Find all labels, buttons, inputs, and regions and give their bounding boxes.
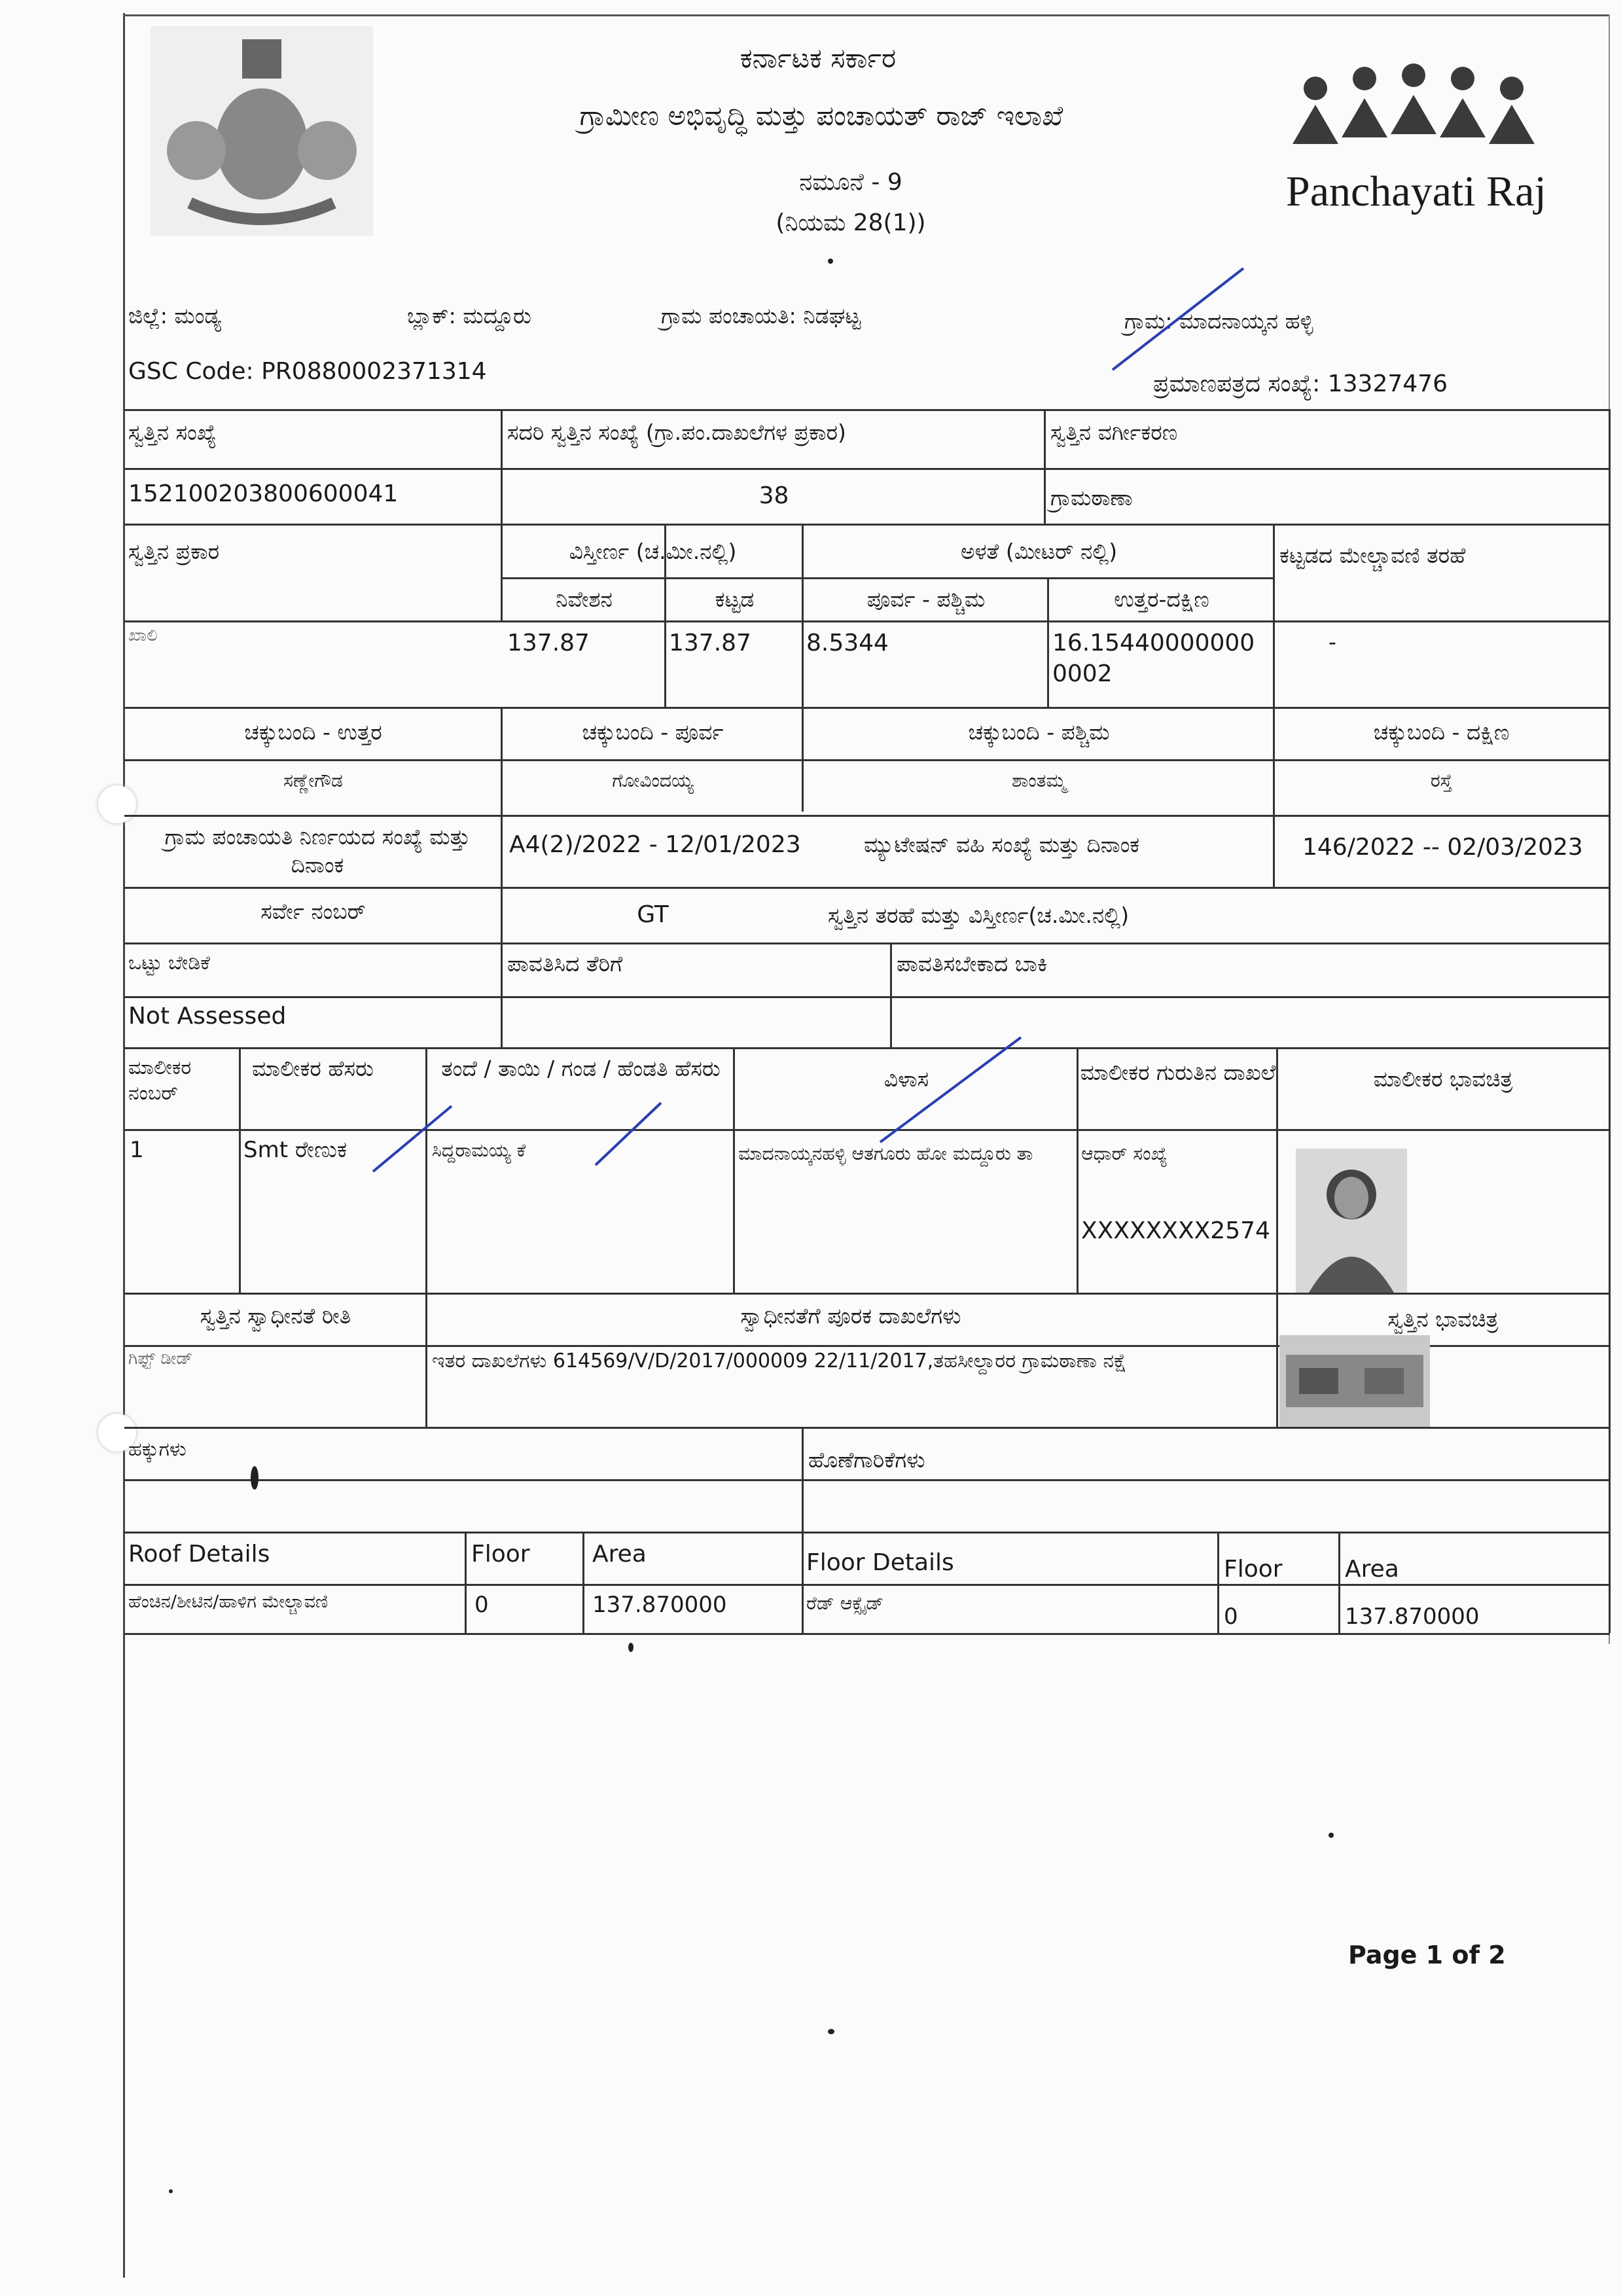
- roof-details-header: Roof Details: [128, 1541, 270, 1568]
- total-demand-header: ಒಟ್ಟು ಬೇಡಿಕೆ: [128, 952, 210, 975]
- floor-type: ರೆಡ್ ಆಕ್ಸೈಡ್: [806, 1592, 884, 1614]
- owner-name: Smt ರೇಣುಕ: [243, 1137, 348, 1163]
- owner-id-label: ಆಧಾರ್ ಸಂಖ್ಯೆ: [1081, 1143, 1168, 1164]
- property-number-header: ಸ್ವತ್ತಿನ ಸಂಖ್ಯೆ: [128, 420, 217, 445]
- sadari-number: 38: [758, 482, 789, 509]
- floor-floor-header: Floor: [1224, 1556, 1283, 1583]
- owner-photo-header: ಮಾಲೀಕರ ಭಾವಚಿತ್ರ: [1373, 1066, 1513, 1092]
- relation-name: ಸಿದ್ದರಾಮಯ್ಯ ಕೆ: [432, 1139, 526, 1161]
- property-photo-header: ಸ್ವತ್ತಿನ ಭಾವಚಿತ್ರ: [1387, 1306, 1499, 1332]
- rights-header: ಹಕ್ಕುಗಳು: [128, 1438, 187, 1461]
- roof-type-value: -: [1329, 629, 1336, 655]
- boundary-east-header: ಚಕ್ಕುಬಂದಿ - ಪೂರ್ವ: [582, 719, 724, 745]
- ownership-mode-value: ಗಿಫ್ಟ್ ಡೀಡ್: [128, 1349, 193, 1369]
- relation-header: ತಂದೆ / ತಾಯಿ / ಗಂಡ / ಹೆಂಡತಿ ಹೆಸರು: [441, 1056, 721, 1081]
- owner-number: 1: [130, 1137, 144, 1163]
- supporting-docs-value: ಇತರ ದಾಖಲೆಗಳು 614569/V/D/2017/000009 22/11/2017,ತಹಸೀಲ್ದಾರರ ಗ್ರಾಮಠಾಣಾ ನಕ್ಷೆ: [432, 1350, 1127, 1372]
- floor-floor: 0: [1224, 1604, 1238, 1630]
- address-header: ವಿಳಾಸ: [883, 1066, 929, 1092]
- north-south-length: 16.154400000000002: [1052, 630, 1255, 687]
- property-type: ಖಾಲಿ: [128, 626, 158, 645]
- roof-area: 137.870000: [592, 1592, 727, 1618]
- mutation-header: ಮ್ಯುಟೇಷನ್ ವಹಿ ಸಂಖ್ಯೆ ಮತ್ತು ದಿನಾಂಕ: [864, 832, 1140, 857]
- building-header: ಕಟ್ಟಡ: [715, 586, 755, 612]
- balance-header: ಪಾವತಿಸಬೇಕಾದ ಬಾಕಿ: [897, 951, 1048, 977]
- gov-title: ಕರ್ನಾಟಕ ಸರ್ಕಾರ: [740, 42, 897, 74]
- roof-type-header: ಕಟ್ಟಡದ ಮೇಲ್ಚಾವಣಿ ತರಹೆ: [1279, 543, 1466, 568]
- resolution-value: A4(2)/2022 - 12/01/2023: [509, 831, 801, 858]
- gram-panchayat: ಗ್ರಾಮ ಪಂಚಾಯತಿ: ನಿಡಘಟ್ಟ: [661, 303, 861, 329]
- district: ಜಿಲ್ಲೆ: ಮಂಡ್ಯ: [128, 303, 221, 329]
- survey-area-header: ಸ್ವತ್ತಿನ ತರಹೆ ಮತ್ತು ವಿಸ್ತೀರ್ಣ(ಚ.ಮೀ.ನಲ್ಲಿ): [828, 903, 1130, 928]
- department-title: ಗ್ರಾಮೀಣ ಅಭಿವೃದ್ಧಿ ಮತ್ತು ಪಂಚಾಯತ್ ರಾಜ್ ಇಲಾಖೆ: [579, 99, 1063, 132]
- boundary-west-header: ಚಕ್ಕುಬಂದಿ - ಪಶ್ಚಿಮ: [968, 719, 1110, 745]
- property-number: 152100203800600041: [128, 480, 399, 507]
- scan-speck: [828, 2029, 834, 2034]
- owner-id-header: ಮಾಲೀಕರ ಗುರುತಿನ ದಾಖಲೆ: [1080, 1060, 1276, 1085]
- block: ಬ್ಲಾಕ್: ಮದ್ದೂರು: [407, 303, 531, 329]
- scan-speck: [628, 1643, 633, 1652]
- resolution-header: ಗ್ರಾಮ ಪಂಚಾಯತಿ ನಿರ್ಣಯದ ಸಂಖ್ಯೆ ಮತ್ತು ದಿನಾಂಕ: [164, 824, 471, 878]
- floor-area-header: Area: [1345, 1556, 1399, 1583]
- panchayati-raj-logo-text: Panchayati Raj: [1286, 168, 1546, 215]
- owner-id-value: XXXXXXXX2574: [1081, 1217, 1270, 1244]
- east-west-length: 8.5344: [806, 630, 889, 656]
- sadari-number-header: ಸದರಿ ಸ್ವತ್ತಿನ ಸಂಖ್ಯೆ (ಗ್ರಾ.ಪಂ.ದಾಖಲೆಗಳ ಪ್ರಕಾರ): [507, 420, 846, 445]
- classification-header: ಸ್ವತ್ತಿನ ವರ್ಗೀಕರಣ: [1050, 420, 1178, 445]
- total-demand-value: Not Assessed: [128, 1003, 287, 1030]
- page-number: Page 1 of 2: [1348, 1941, 1506, 1969]
- scan-speck: [169, 2189, 173, 2193]
- roof-type: ಹೆಂಚಿನ/ಶೀಟಿನ/ಹಾಳಿಗ ಮೇಲ್ಚಾವಣಿ: [128, 1592, 329, 1612]
- floor-area: 137.870000: [1345, 1604, 1480, 1630]
- boundary-south-header: ಚಕ್ಕುಬಂದಿ - ದಕ್ಷಿಣ: [1373, 719, 1510, 745]
- mutation-value: 146/2022 -- 02/03/2023: [1302, 834, 1583, 861]
- boundary-west: ಶಾಂತಮ್ಮ: [1012, 770, 1066, 791]
- scan-speck: [828, 259, 833, 264]
- building-area: 137.87: [669, 630, 751, 656]
- liabilities-header: ಹೊಣೆಗಾರಿಕೆಗಳು: [808, 1447, 925, 1473]
- property-type-header: ಸ್ವತ್ತಿನ ಪ್ರಕಾರ: [128, 539, 220, 564]
- owner-number-header: ಮಾಲೀಕರ ನಂಬರ್: [128, 1056, 192, 1105]
- classification-value: ಗ್ರಾಮಠಾಣಾ: [1050, 485, 1133, 511]
- roof-floor: 0: [474, 1592, 489, 1618]
- survey-number: GT: [637, 901, 669, 928]
- scan-speck: [251, 1466, 259, 1490]
- ownership-mode-header: ಸ್ವತ್ತಿನ ಸ್ವಾಧೀನತೆ ರೀತಿ: [200, 1303, 351, 1329]
- form-number: ನಮೂನೆ - 9: [799, 169, 902, 196]
- site-header: ನಿವೇಶನ: [556, 586, 613, 612]
- village: ಗ್ರಾಮ: ಮಾದನಾಯ್ಕನ ಹಳ್ಳಿ: [1124, 308, 1313, 334]
- supporting-docs-header: ಸ್ವಾಧೀನತೆಗೆ ಪೂರಕ ದಾಖಲೆಗಳು: [740, 1303, 961, 1329]
- certificate-number: ಪ್ರಮಾಣಪತ್ರದ ಸಂಖ್ಯೆ: 13327476: [1153, 370, 1448, 397]
- paid-tax-header: ಪಾವತಿಸಿದ ತೆರಿಗೆ: [507, 951, 623, 977]
- boundary-north-header: ಚಕ್ಕುಬಂದಿ - ಉತ್ತರ: [244, 719, 382, 745]
- survey-header: ಸರ್ವೇ ನಂಬರ್: [260, 899, 366, 924]
- north-south-header: ಉತ್ತರ-ದಕ್ಷಿಣ: [1114, 586, 1209, 612]
- floor-details-header: Floor Details: [806, 1549, 954, 1576]
- boundary-north: ಸಣ್ಣೇಗೌಡ: [283, 770, 343, 791]
- gsc-code: GSC Code: PR0880002371314: [128, 358, 487, 385]
- boundary-south: ರಸ್ತೆ: [1430, 770, 1453, 791]
- area-header: ವಿಸ್ತೀರ್ಣ (ಚ.ಮೀ.ನಲ್ಲಿ): [569, 539, 737, 564]
- scan-speck: [1329, 1833, 1334, 1838]
- east-west-header: ಪೂರ್ವ - ಪಶ್ಚಿಮ: [866, 586, 986, 612]
- form-rule: (ನಿಯಮ 28(1)): [776, 209, 926, 236]
- owner-name-header: ಮಾಲೀಕರ ಹೆಸರು: [252, 1056, 374, 1081]
- roof-area-header: Area: [592, 1541, 647, 1568]
- measurement-header: ಅಳತೆ (ಮೀಟರ್ ನಲ್ಲಿ): [960, 539, 1118, 564]
- owner-address: ಮಾದನಾಯ್ಕನಹಳ್ಳಿ ಆತಗೂರು ಹೋ ಮದ್ದೂರು ತಾ: [738, 1143, 1033, 1164]
- boundary-east: ಗೋವಿಂದಯ್ಯ: [612, 770, 694, 791]
- roof-floor-header: Floor: [471, 1541, 530, 1568]
- site-area: 137.87: [507, 630, 590, 656]
